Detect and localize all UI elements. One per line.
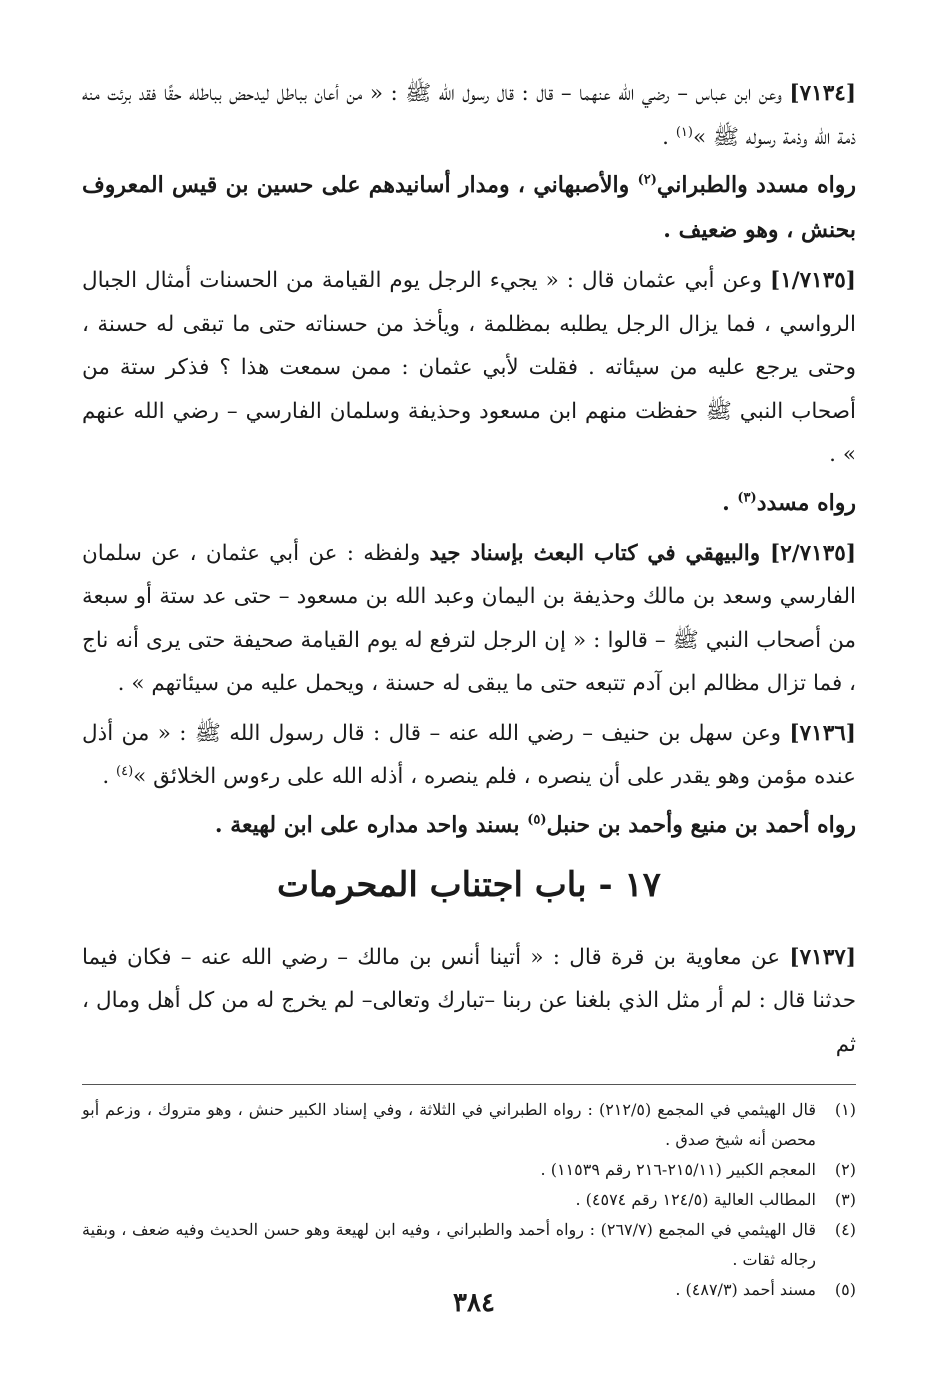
hadith-number: [٢/٧١٣٥] <box>770 540 856 566</box>
footnote-separator <box>82 1084 856 1085</box>
footnote-number: (٢) <box>834 1160 856 1179</box>
footnote-number: (٤) <box>834 1220 856 1239</box>
footnote-item <box>82 1095 856 1155</box>
footnote-ref[interactable]: (٤) <box>116 763 134 779</box>
hadith-number: [١/٧١٣٥] <box>770 268 856 293</box>
hadith-text: ولفظه : عن أبي عثمان ، عن سلمان الفارسي وسعد بن مالك وحذيفة بن اليمان وعبد الله بن مسعود – حتى عد ستة أو سبعة من أصحاب النبي ﷺ – قالوا : « إن الرجل لترفع له يوم القيامة صحيفة حتى يرى أنه ناج ، فما تزال مظالم ابن آدم تتبعه حتى ما يبقى له حسنة ، ويحمل عليه من سيئاتهم » . <box>82 540 856 696</box>
hadith-text: عن معاوية بن قرة قال : « أتينا أنس بن مالك – رضي الله عنه – فكان فيما حدثنا قال : لم أر مثل الذي بلغنا عن ربنا –تبارك وتعالى– لم يخرج له من كل أهل ومال ، ثم <box>82 944 856 1057</box>
hadith-number: [٧١٣٦] <box>789 720 856 746</box>
hadith-text: وعن ابن عباس – رضي الله عنهما – قال : قال رسول الله ﷺ : « من أعان بباطل ليدحض بباطله حقًا فقد برئت منه ذمة الله وذمة رسوله ﷺ » <box>82 81 856 150</box>
footnote-item <box>82 1185 856 1215</box>
hadith-7134: [٧١٣٤] وعن ابن عباس – رضي الله عنهما – قال : قال رسول الله ﷺ : « من أعان بباطل ليدحض بباطله حقًا فقد برئت منه ذمة الله وذمة رسوله ﷺ »$^{(١)}$ . <box>82 81 856 150</box>
hadith-7135-1 <box>82 259 856 477</box>
footnote-text: المطالب العالية (١٢٤/٥ رقم ٤٥٧٤) . <box>575 1190 816 1209</box>
footnote-text: مسند أحمد (٤٨٧/٣) . <box>675 1280 816 1299</box>
hadith-number: [٧١٣٤] <box>789 81 856 106</box>
hadith-source: رواه أحمد بن منيع وأحمد بن حنبل$^{(٥)}$ بسند واحد مداره على ابن لهيعة . <box>214 811 856 838</box>
hadith-7137 <box>82 936 856 1067</box>
footnote-item <box>82 1215 856 1275</box>
footnote-text: المعجم الكبير (٢١٥/١١-٢١٦ رقم ١١٥٣٩) . <box>540 1160 816 1179</box>
footnote-ref[interactable]: (٢) <box>637 172 657 188</box>
hadith-text: وعن أبي عثمان قال : « يجيء الرجل يوم القيامة من الحسنات أمثال الجبال الرواسي ، فما يزال الرجل يطلبه بمظلمة ، ويأخذ من حسناته حتى ما تبقى له حسنة ، وحتى يرجع عليه من سيئاته . فقلت لأبي عثمان : ممن سمعت هذا ؟ فذكر ستة من أصحاب النبي ﷺ حفظت منهم ابن مسعود وحذيفة وسلمان الفارسي – رضي الله عنهم » . <box>82 268 856 467</box>
footnote-ref[interactable]: (٥) <box>527 812 547 828</box>
footnote-ref[interactable]: (١) <box>675 124 693 140</box>
footnote-number: (٥) <box>834 1280 856 1299</box>
footnote-text: قال الهيثمي في المجمع (٢٦٧/٧) : رواه أحمد والطبراني ، وفيه ابن لهيعة وهو حسن الحديث وفيه ضعف ، وبقية رجاله ثقات . <box>82 1220 817 1269</box>
footnotes <box>82 1095 856 1305</box>
hadith-7136: [٧١٣٦] وعن سهل بن حنيف – رضي الله عنه – قال : قال رسول الله ﷺ : « من أذل عنده مؤمن وهو يقدر على أن ينصره ، فلم ينصره ، أذله الله على رءوس الخلائق »$^{(٤)}$ . <box>82 720 856 789</box>
footnote-text: قال الهيثمي في المجمع (٢١٢/٥) : رواه الطبراني في الثلاثة ، وفي إسناد الكبير حنش ، وهو متروك ، وزعم أبو محصن أنه شيخ صدق . <box>82 1100 816 1149</box>
footnote-number: (٣) <box>834 1190 856 1209</box>
footnote-number: (١) <box>834 1100 856 1119</box>
footnote-ref[interactable]: (٣) <box>737 490 757 506</box>
hadith-number: [٧١٣٧] <box>789 944 856 970</box>
hadith-source: رواه مسدد والطبراني$^{(٢)}$ والأصبهاني ، ومدار أسانيدهم على حسين بن قيس المعروف بحنش ، وهو ضعيف . <box>82 172 857 243</box>
hadith-source: رواه مسدد$^{(٣)}$ . <box>722 489 856 516</box>
page-number: ٣٨٤ <box>453 1288 495 1318</box>
hadith-7135-2 <box>82 532 856 706</box>
footnote-item <box>82 1155 856 1185</box>
hadith-text: وعن سهل بن حنيف – رضي الله عنه – قال : قال رسول الله ﷺ : « من أذل عنده مؤمن وهو يقدر على أن ينصره ، فلم ينصره ، أذله الله على رءوس الخلائق » <box>82 720 856 789</box>
hadith-source-inline: والبيهقي في كتاب البعث بإسناد جيد <box>429 540 771 566</box>
chapter-heading: ١٧ - باب اجتناب المحرمات <box>277 864 661 905</box>
